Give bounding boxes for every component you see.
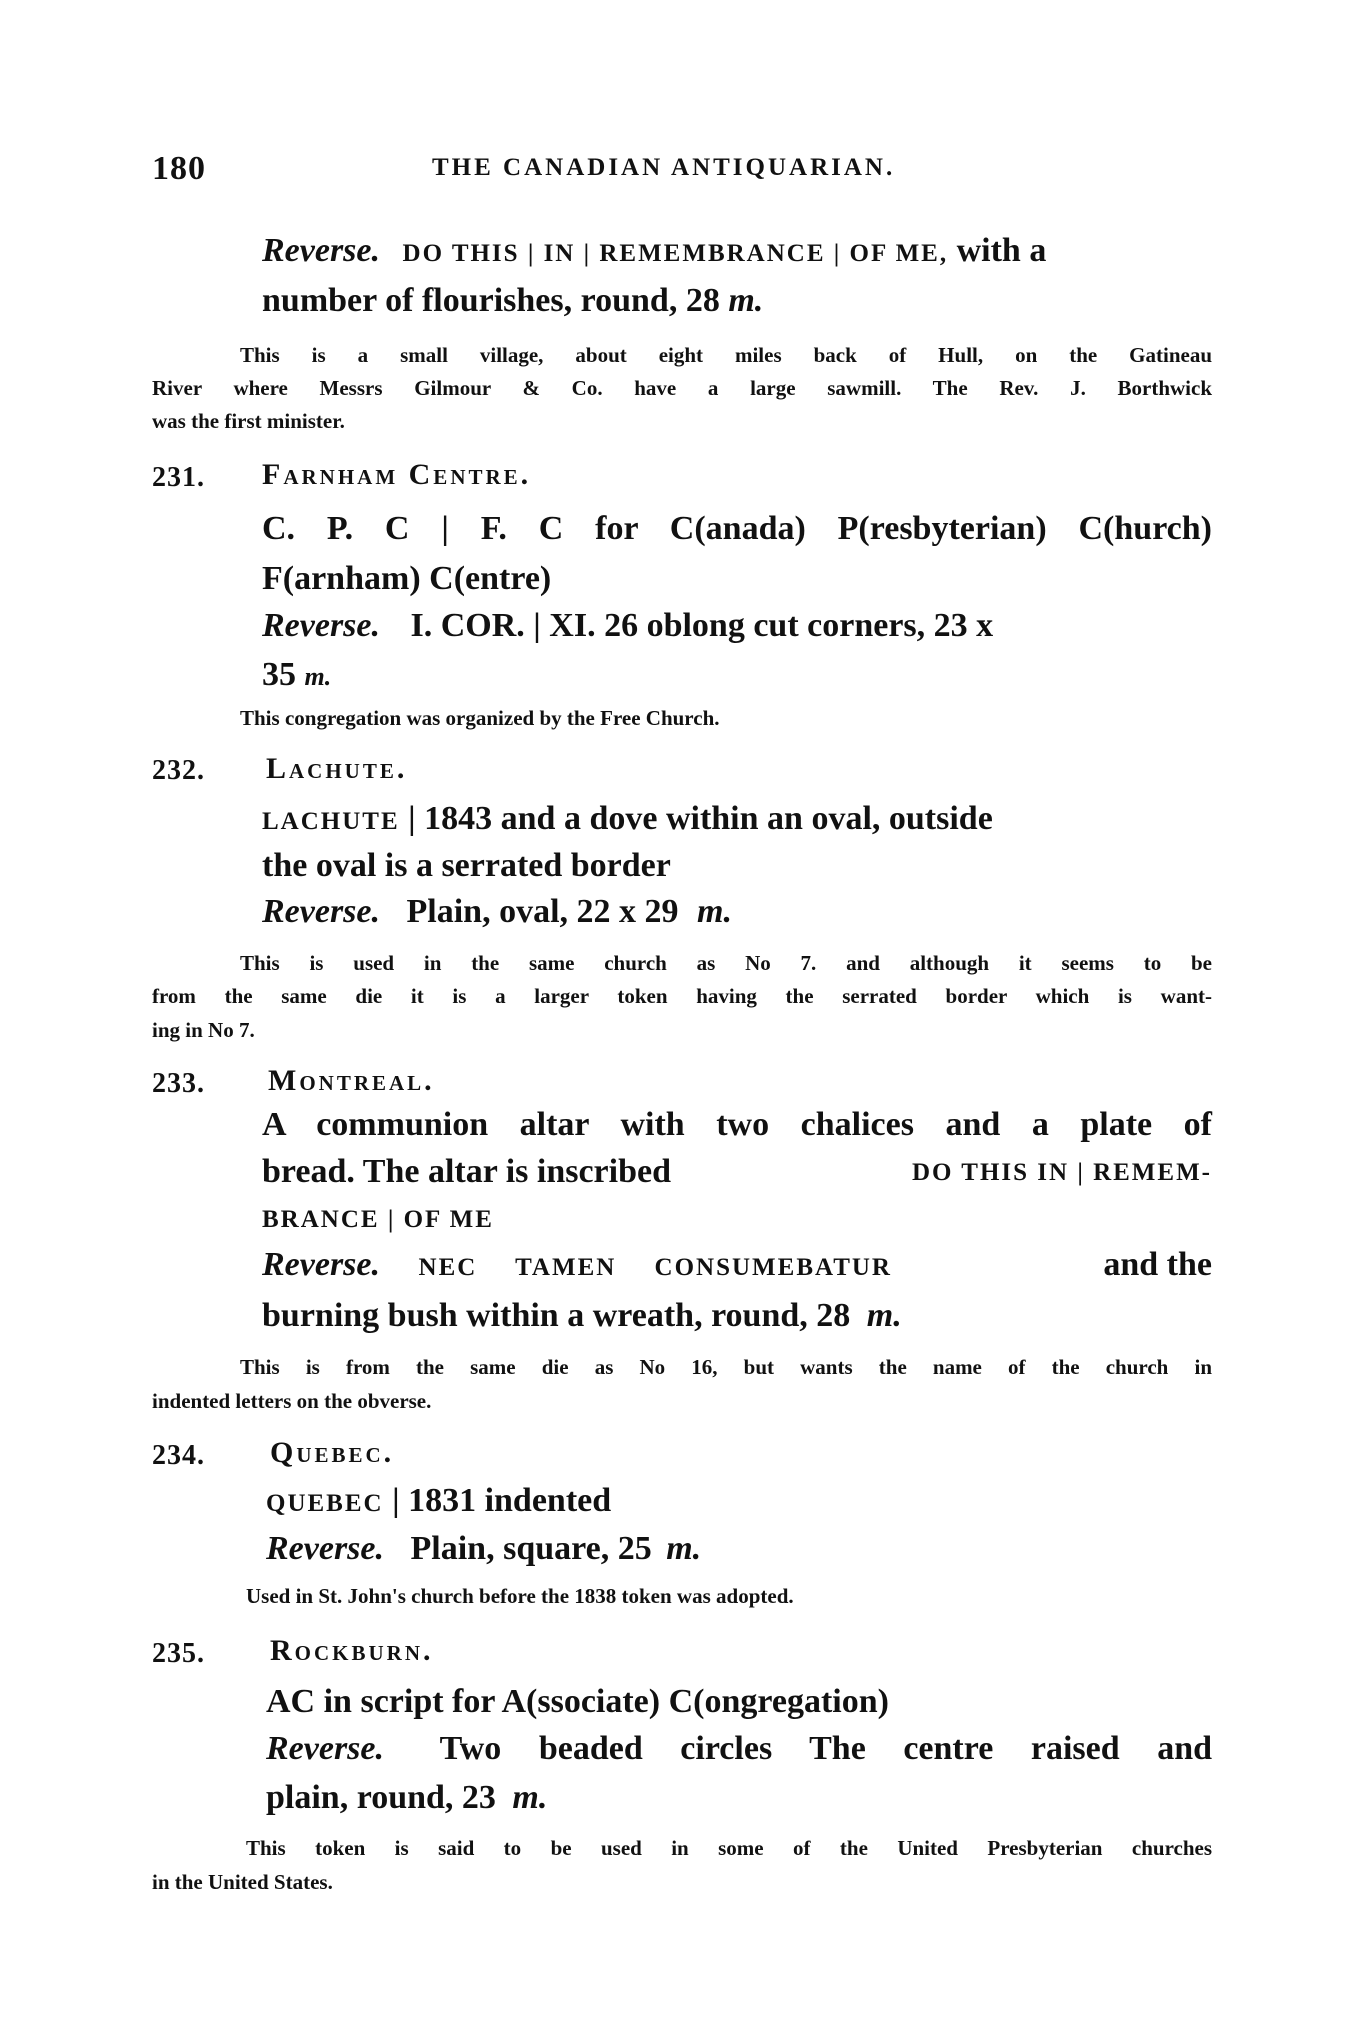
obverse-inscription: QUEBEC <box>266 1490 384 1517</box>
page-number: 180 <box>152 150 206 187</box>
note-line: Used in St. John's church before the 1838 token was adopted. <box>246 1584 794 1608</box>
unit: m. <box>728 282 764 319</box>
note-line: River where Messrs Gilmour & Co. have a large sawmill. The Rev. J. Borthwick <box>152 376 1212 400</box>
entry-description-text: | 1831 indented <box>383 1482 612 1519</box>
entry-number: 234. <box>152 1440 205 1471</box>
note-line: This token is said to be used in some of the United Presbyterian churches <box>246 1836 1212 1860</box>
reverse-label: Reverse. <box>262 1246 381 1283</box>
note-line: This is from the same die as No 16, but wants the name of the church in <box>240 1355 1212 1379</box>
unit: m. <box>866 1297 902 1334</box>
entry-number: 231. <box>152 462 205 493</box>
entry-number: 235. <box>152 1638 205 1669</box>
reverse-text: with a <box>956 232 1047 269</box>
reverse-text: I. COR. | XI. 26 oblong cut corners, 23 x <box>410 607 994 644</box>
entry-reverse-line-2 <box>262 1297 902 1335</box>
reverse-text: plain, round, 23 <box>266 1779 496 1816</box>
reverse-inscription: NEC TAMEN CONSUMEBATUR <box>418 1254 892 1281</box>
note-line: This congregation was organized by the Free Church. <box>240 706 720 730</box>
note-line: This is used in the same church as No 7. and although it seems to be <box>240 951 1212 975</box>
reverse-label: Reverse. <box>262 232 381 269</box>
reverse-text: burning bush within a wreath, round, 28 <box>262 1297 851 1334</box>
entry-reverse <box>266 1730 1212 1768</box>
obverse-inscription: LACHUTE <box>262 808 400 835</box>
entry-reverse <box>262 893 732 931</box>
intro-reverse-line-2 <box>262 282 763 320</box>
reverse-inscription: DO THIS | IN | REMEMBRANCE | OF ME, <box>402 240 949 267</box>
entry-description <box>262 800 1212 838</box>
note-line: ing in No 7. <box>152 1018 255 1042</box>
entry-place: Montreal. <box>268 1064 435 1097</box>
note-line: in the United States. <box>152 1870 333 1894</box>
reverse-text: Plain, oval, 22 x 29 <box>406 893 679 930</box>
note-line: indented letters on the obverse. <box>152 1389 432 1413</box>
unit: m. <box>512 1779 548 1816</box>
entry-reverse <box>262 607 1212 645</box>
entry-description-text: bread. The altar is inscribed <box>262 1153 671 1190</box>
note-line: This is a small village, about eight miles back of Hull, on the Gatineau <box>240 343 1212 367</box>
reverse-text: number of flourishes, round, 28 <box>262 282 720 319</box>
note-line: was the first minister. <box>152 409 345 433</box>
entry-description-text: | 1843 and a dove within an oval, outside <box>399 800 993 837</box>
entry-description <box>262 1153 1212 1191</box>
unit: m. <box>697 893 732 930</box>
entry-description: the oval is a serrated border <box>262 847 671 884</box>
reverse-label: Reverse. <box>266 1730 385 1767</box>
reverse-label: Reverse. <box>266 1530 385 1567</box>
reverse-text: and the <box>1103 1246 1212 1283</box>
entry-reverse-line-2 <box>266 1779 547 1817</box>
entry-reverse <box>266 1530 701 1568</box>
running-head <box>152 150 1212 190</box>
note-line: from the same die it is a larger token having the serrated border which is want- <box>152 984 1212 1008</box>
entry-number: 233. <box>152 1068 205 1099</box>
entry-place: Quebec. <box>270 1436 395 1469</box>
unit: m. <box>304 662 332 691</box>
entry-description: A communion altar with two chalices and a plate of <box>262 1106 1212 1143</box>
reverse-text: Two beaded circles The centre raised and <box>439 1730 1213 1767</box>
journal-title: THE CANADIAN ANTIQUARIAN. <box>432 154 896 181</box>
entry-description <box>266 1482 611 1520</box>
entry-description: F(arnham) C(entre) <box>262 560 552 597</box>
entry-place: Rockburn. <box>270 1634 434 1667</box>
unit: m. <box>666 1530 702 1567</box>
obverse-inscription: BRANCE | OF ME <box>262 1206 494 1233</box>
entry-number: 232. <box>152 755 205 786</box>
entry-description: AC in script for A(ssociate) C(ongregation) <box>266 1683 889 1720</box>
entry-reverse <box>262 1246 1212 1284</box>
entry-place: Farnham Centre. <box>262 458 532 491</box>
reverse-label: Reverse. <box>262 607 381 644</box>
intro-reverse-line <box>262 232 1212 270</box>
entry-place: Lachute. <box>266 752 408 785</box>
entry-description: C. P. C | F. C for C(anada) P(resbyterian) C(hurch) <box>262 510 1212 547</box>
entry-reverse-line-2 <box>262 656 331 694</box>
reverse-text: Plain, square, 25 <box>410 1530 652 1567</box>
obverse-inscription: DO THIS IN | REMEM- <box>911 1159 1212 1186</box>
reverse-text: 35 <box>262 656 296 693</box>
reverse-label: Reverse. <box>262 893 381 930</box>
